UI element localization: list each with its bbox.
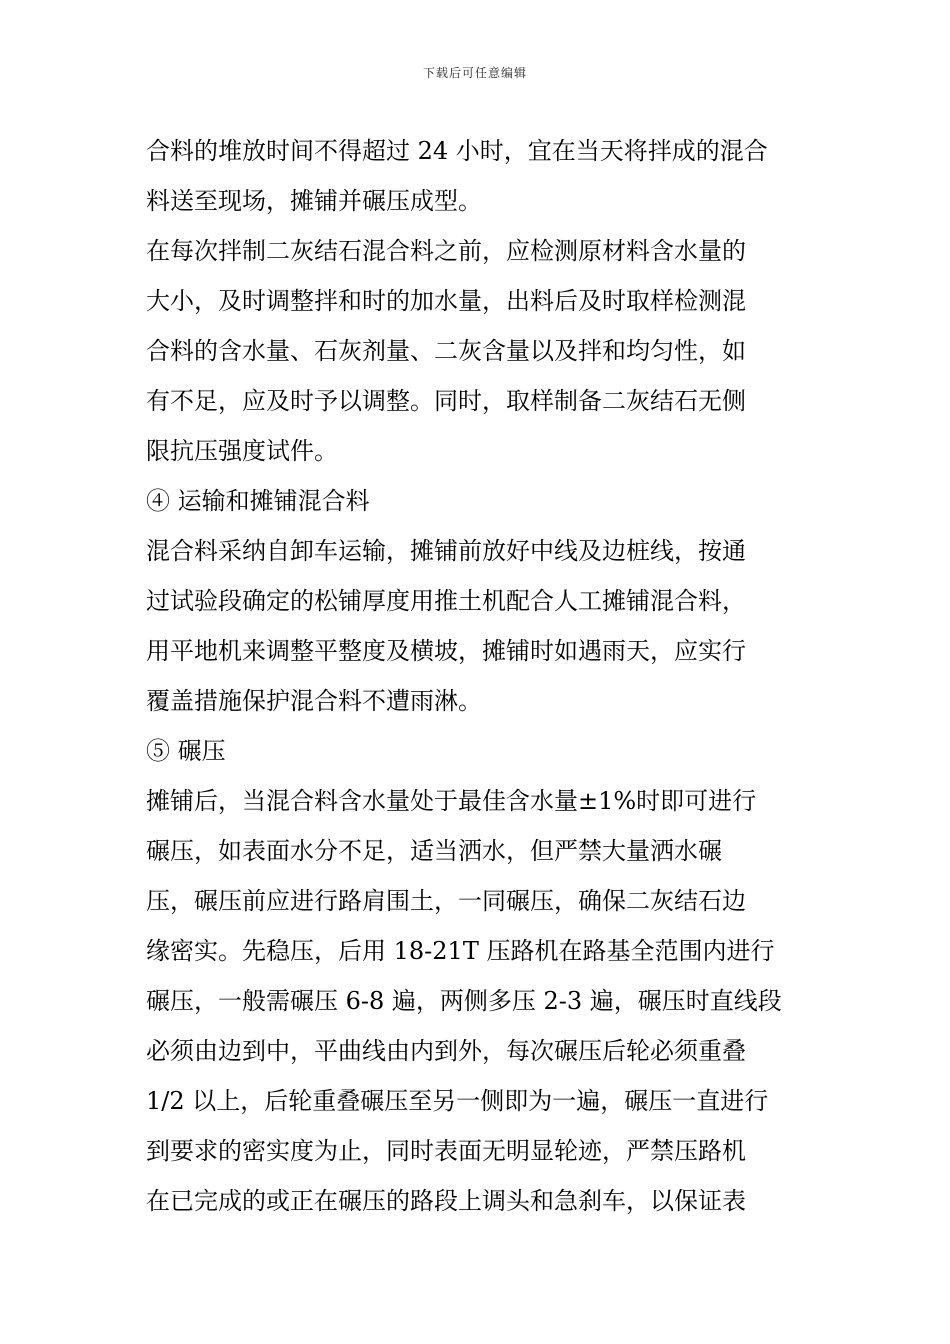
text-line: 混合料采纳自卸车运输，摊铺前放好中线及边桩线，按通 <box>146 537 746 565</box>
text-line: 必须由边到中，平曲线由内到外，每次碾压后轮必须重叠 <box>146 1037 746 1065</box>
text-line: 缘密实。先稳压，后用 18-21T 压路机在路基全范围内进行 <box>146 937 775 965</box>
text-line: 到要求的密实度为止，同时表面无明显轮迹，严禁压路机 <box>146 1137 746 1165</box>
text-line: 压，碾压前应进行路肩围土，一同碾压，确保二灰结石边 <box>146 887 746 915</box>
section-heading-transport: ④ 运输和摊铺混合料 <box>146 487 370 515</box>
text-line: 在每次拌制二灰结石混合料之前，应检测原材料含水量的 <box>146 237 746 265</box>
body-text <box>146 128 811 1228</box>
text-line: 覆盖措施保护混合料不遭雨淋。 <box>146 687 482 715</box>
text-line: 用平地机来调整平整度及横坡，摊铺时如遇雨天，应实行 <box>146 637 746 665</box>
text-line: 限抗压强度试件。 <box>146 437 338 465</box>
header-note: 下载后可任意编辑 <box>422 66 527 80</box>
text-line: 有不足，应及时予以调整。同时，取样制备二灰结石无侧 <box>146 387 746 415</box>
text-line: 大小，及时调整拌和时的加水量，出料后及时取样检测混 <box>146 287 746 315</box>
text-line: 碾压，一般需碾压 6-8 遍，两侧多压 2-3 遍，碾压时直线段 <box>146 987 782 1015</box>
text-line: 合料的含水量、石灰剂量、二灰含量以及拌和均匀性，如 <box>146 337 746 365</box>
text-line: 料送至现场，摊铺并碾压成型。 <box>146 187 482 215</box>
text-line: 摊铺后，当混合料含水量处于最佳含水量±1%时即可进行 <box>146 787 757 815</box>
text-line: 过试验段确定的松铺厚度用推土机配合人工摊铺混合料， <box>146 587 746 615</box>
section-heading-compaction: ⑤ 碾压 <box>146 737 226 765</box>
text-line: 1/2 以上，后轮重叠碾压至另一侧即为一遍，碾压一直进行 <box>146 1087 769 1115</box>
text-line: 碾压，如表面水分不足，适当洒水，但严禁大量洒水碾 <box>146 837 722 865</box>
text-line: 合料的堆放时间不得超过 24 小时，宜在当天将拌成的混合 <box>146 137 768 165</box>
text-line: 在已完成的或正在碾压的路段上调头和急刹车，以保证表 <box>146 1187 746 1215</box>
